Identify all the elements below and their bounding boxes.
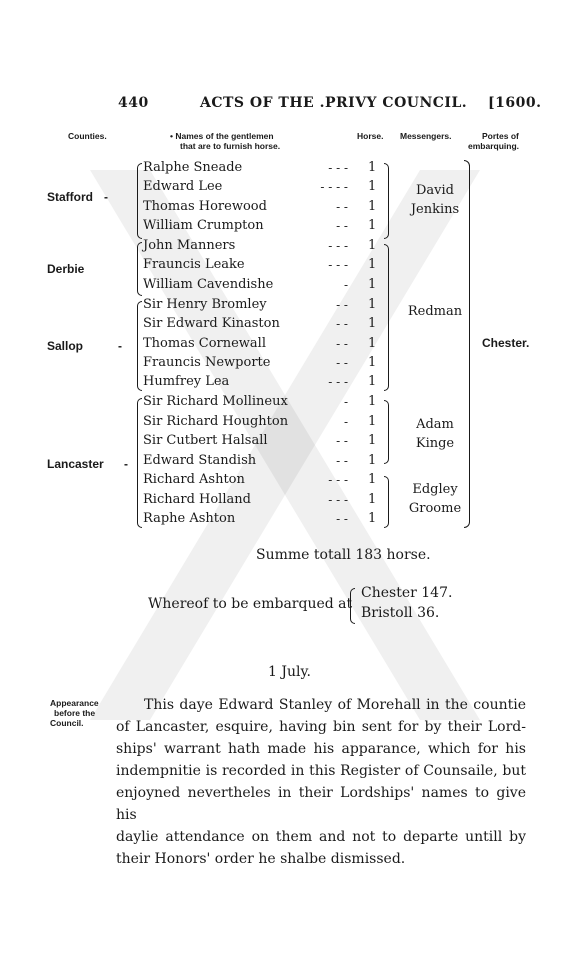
brace-edgley-groome: [384, 476, 389, 528]
gentleman-name: Sir Edward Kinaston: [143, 316, 280, 331]
leader-dashes: - - -: [328, 239, 348, 253]
county-derbie: Derbie: [47, 262, 85, 276]
col-counties: Counties.: [68, 131, 107, 141]
col-portes-2: embarquing.: [468, 141, 520, 151]
horse-count: 1: [368, 453, 377, 468]
brace-adam-kinge: [384, 400, 389, 464]
gentleman-name: Sir Henry Bromley: [143, 297, 267, 312]
messenger-line: Adam: [416, 417, 454, 432]
horse-count: 1: [368, 433, 377, 448]
leader-dashes: - - - -: [320, 180, 348, 194]
messenger-line: Edgley: [412, 482, 458, 497]
messenger-line: Jenkins: [410, 202, 460, 217]
messenger-david-jenkins: [400, 181, 470, 219]
entry-paragraph: [116, 694, 526, 870]
paragraph-line: ships' warrant hath made his apparance, which for his: [116, 741, 526, 757]
gentleman-name: Sir Cutbert Halsall: [143, 433, 268, 448]
sidenote: [50, 698, 99, 728]
gentleman-name: Frauncis Newporte: [143, 355, 271, 370]
sidenote-line: Council.: [50, 718, 84, 728]
col-messengers: Messengers.: [400, 131, 452, 141]
leader-dashes: - -: [336, 200, 348, 214]
county-dash: -: [104, 190, 108, 204]
port-chester: Chester.: [482, 336, 530, 350]
gentleman-name: Richard Ashton: [143, 472, 245, 487]
leader-dashes: -: [343, 278, 348, 292]
brace-derbie: [137, 242, 142, 296]
county-dash: -: [118, 339, 122, 353]
leader-dashes: - -: [336, 454, 348, 468]
county-stafford: Stafford: [47, 190, 93, 204]
col-names-2: that are to furnish horse.: [180, 141, 281, 151]
leader-dashes: - -: [336, 317, 348, 331]
embark-bristoll: Bristoll 36.: [361, 605, 440, 621]
col-portes-1: Portes of: [482, 131, 519, 141]
horse-count: 1: [368, 511, 377, 526]
leader-dashes: - - -: [328, 161, 348, 175]
paragraph-line: daylie attendance on them and not to departe untill by: [116, 829, 526, 845]
col-horse: Horse.: [357, 131, 384, 141]
leader-dashes: -: [343, 395, 348, 409]
entry-date: 1 July.: [268, 664, 311, 680]
gentleman-name: Frauncis Leake: [143, 257, 245, 272]
horse-count: 1: [368, 179, 377, 194]
leader-dashes: - -: [336, 298, 348, 312]
leader-dashes: - -: [336, 219, 348, 233]
brace-redman: [384, 244, 389, 391]
col-names-1: • Names of the gentlemen: [170, 131, 274, 141]
horse-count: 1: [368, 277, 377, 292]
horse-count: 1: [368, 472, 377, 487]
paragraph-line: their Honors' order he shalbe dismissed.: [116, 851, 406, 867]
county-sallop: Sallop: [47, 339, 84, 353]
gentleman-name: John Manners: [143, 238, 236, 253]
leader-dashes: - - -: [328, 375, 348, 389]
brace-port: [464, 160, 470, 528]
gentleman-name: Thomas Horewood: [143, 199, 267, 214]
horse-count: 1: [368, 199, 377, 214]
leader-dashes: - -: [336, 356, 348, 370]
gentleman-name: Ralphe Sneade: [143, 160, 243, 175]
gentleman-name: Raphe Ashton: [143, 511, 236, 526]
leader-dashes: - -: [336, 434, 348, 448]
leader-dashes: - -: [336, 512, 348, 526]
horse-count: 1: [368, 394, 377, 409]
messenger-edgley-groome: [400, 480, 470, 518]
gentleman-name: Edward Lee: [143, 179, 223, 194]
gentleman-name: Sir Richard Mollineux: [143, 394, 288, 409]
horse-count: 1: [368, 336, 377, 351]
gentleman-name: Edward Standish: [143, 453, 257, 468]
messenger-line: Kinge: [415, 436, 455, 451]
page-number: 440: [118, 95, 149, 111]
horse-count: 1: [368, 160, 377, 175]
summe-total: Summe totall 183 horse.: [256, 547, 431, 563]
paragraph-line: of Lancaster, esquire, having bin sent for by their Lord-: [116, 719, 526, 735]
embark-chester: Chester 147.: [361, 585, 453, 601]
gentleman-name: Sir Richard Houghton: [143, 414, 289, 429]
gentleman-name: Richard Holland: [143, 492, 251, 507]
leader-dashes: - -: [336, 337, 348, 351]
messenger-line: Groome: [408, 501, 462, 516]
county-dash: -: [124, 457, 128, 471]
horse-count: 1: [368, 297, 377, 312]
paragraph-line: indempnitie is recorded in this Register of Counsaile, but: [116, 763, 526, 779]
page-year: [1600.: [488, 95, 542, 111]
gentleman-name: Thomas Cornewall: [143, 336, 266, 351]
brace-sallop: [137, 301, 142, 391]
brace-david-jenkins: [384, 163, 389, 239]
horse-count: 1: [368, 374, 377, 389]
paragraph-line: enjoyned nevertheles in their Lordships' names to give his: [116, 785, 526, 823]
page-title: ACTS OF THE .PRIVY COUNCIL.: [200, 95, 468, 111]
sidenote-line: before the: [54, 708, 96, 718]
messenger-line: David: [416, 183, 454, 198]
leader-dashes: - - -: [328, 258, 348, 272]
horse-count: 1: [368, 355, 377, 370]
sidenote-line: Appearance: [50, 698, 99, 708]
brace-stafford: [137, 163, 142, 239]
horse-count: 1: [368, 218, 377, 233]
paragraph-line: This daye Edward Stanley of Morehall in the countie: [144, 697, 526, 713]
embark-lead: Whereof to be embarqued at: [148, 596, 353, 612]
horse-count: 1: [368, 238, 377, 253]
horse-count: 1: [368, 414, 377, 429]
gentleman-name: William Cavendishe: [143, 277, 274, 292]
messenger-redman: Redman: [407, 304, 463, 319]
horse-count: 1: [368, 492, 377, 507]
leader-dashes: - - -: [328, 493, 348, 507]
gentleman-name: Humfrey Lea: [143, 374, 230, 389]
gentleman-name: William Crumpton: [143, 218, 264, 233]
leader-dashes: - - -: [328, 473, 348, 487]
county-lancaster: Lancaster: [47, 457, 104, 471]
messenger-adam-kinge: [400, 415, 470, 453]
horse-count: 1: [368, 316, 377, 331]
brace-lancaster: [137, 398, 142, 528]
brace-embark: [350, 588, 355, 624]
leader-dashes: -: [343, 415, 348, 429]
horse-count: 1: [368, 257, 377, 272]
